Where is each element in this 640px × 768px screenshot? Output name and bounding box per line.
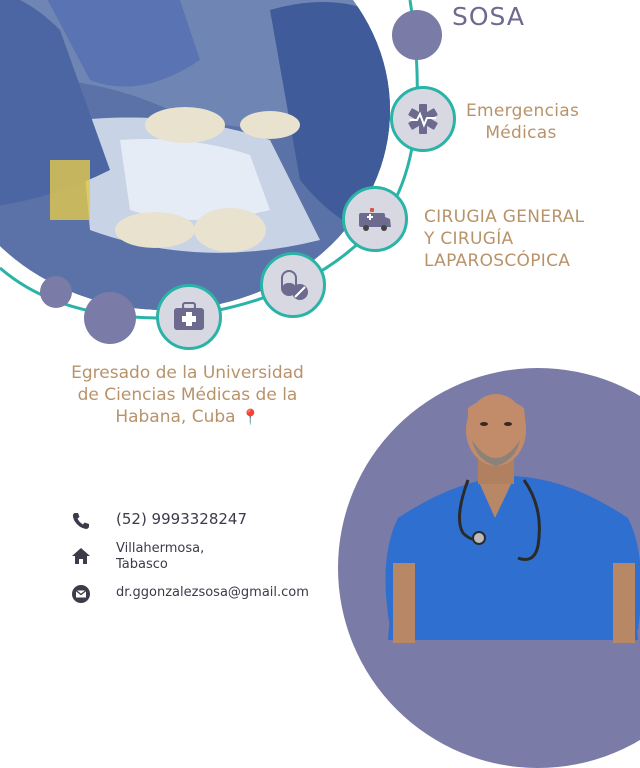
email-address[interactable]: dr.ggonzalezsosa@gmail.com bbox=[116, 585, 309, 600]
decorative-dot bbox=[40, 276, 72, 308]
contact-address bbox=[70, 541, 205, 572]
pill-capsule-icon bbox=[260, 252, 326, 318]
education-city: Habana, Cuba bbox=[115, 407, 236, 427]
service-label: LAPAROSCÓPICA bbox=[424, 251, 571, 271]
education-text bbox=[60, 362, 315, 428]
education-line bbox=[60, 406, 315, 428]
ambulance-icon bbox=[342, 186, 408, 252]
service-label: Emergencias bbox=[466, 101, 580, 121]
service-label: Médicas bbox=[485, 123, 557, 143]
education-line: Egresado de la Universidad bbox=[71, 363, 304, 383]
phone-icon bbox=[70, 510, 92, 532]
address-line: Villahermosa, bbox=[116, 541, 205, 556]
doctor-name-title: SOSA bbox=[452, 2, 525, 31]
service-emergency bbox=[466, 100, 580, 144]
first-aid-kit-icon bbox=[156, 284, 222, 350]
medical-star-icon bbox=[390, 86, 456, 152]
decorative-dot bbox=[392, 10, 442, 60]
address-text bbox=[116, 541, 204, 573]
education-line: de Ciencias Médicas de la bbox=[77, 385, 298, 405]
decorative-dot bbox=[84, 292, 136, 344]
service-label: Y CIRUGÍA bbox=[424, 229, 514, 249]
address-line: Tabasco bbox=[116, 557, 168, 572]
location-pin-icon: 📍 bbox=[240, 408, 260, 426]
service-label: CIRUGIA GENERAL bbox=[424, 207, 585, 227]
home-icon bbox=[70, 545, 92, 567]
contact-email bbox=[70, 583, 309, 605]
phone-number[interactable]: (52) 9993328247 bbox=[116, 510, 247, 528]
contact-phone bbox=[70, 510, 247, 532]
mail-icon bbox=[70, 583, 92, 605]
service-surgery bbox=[424, 206, 584, 272]
